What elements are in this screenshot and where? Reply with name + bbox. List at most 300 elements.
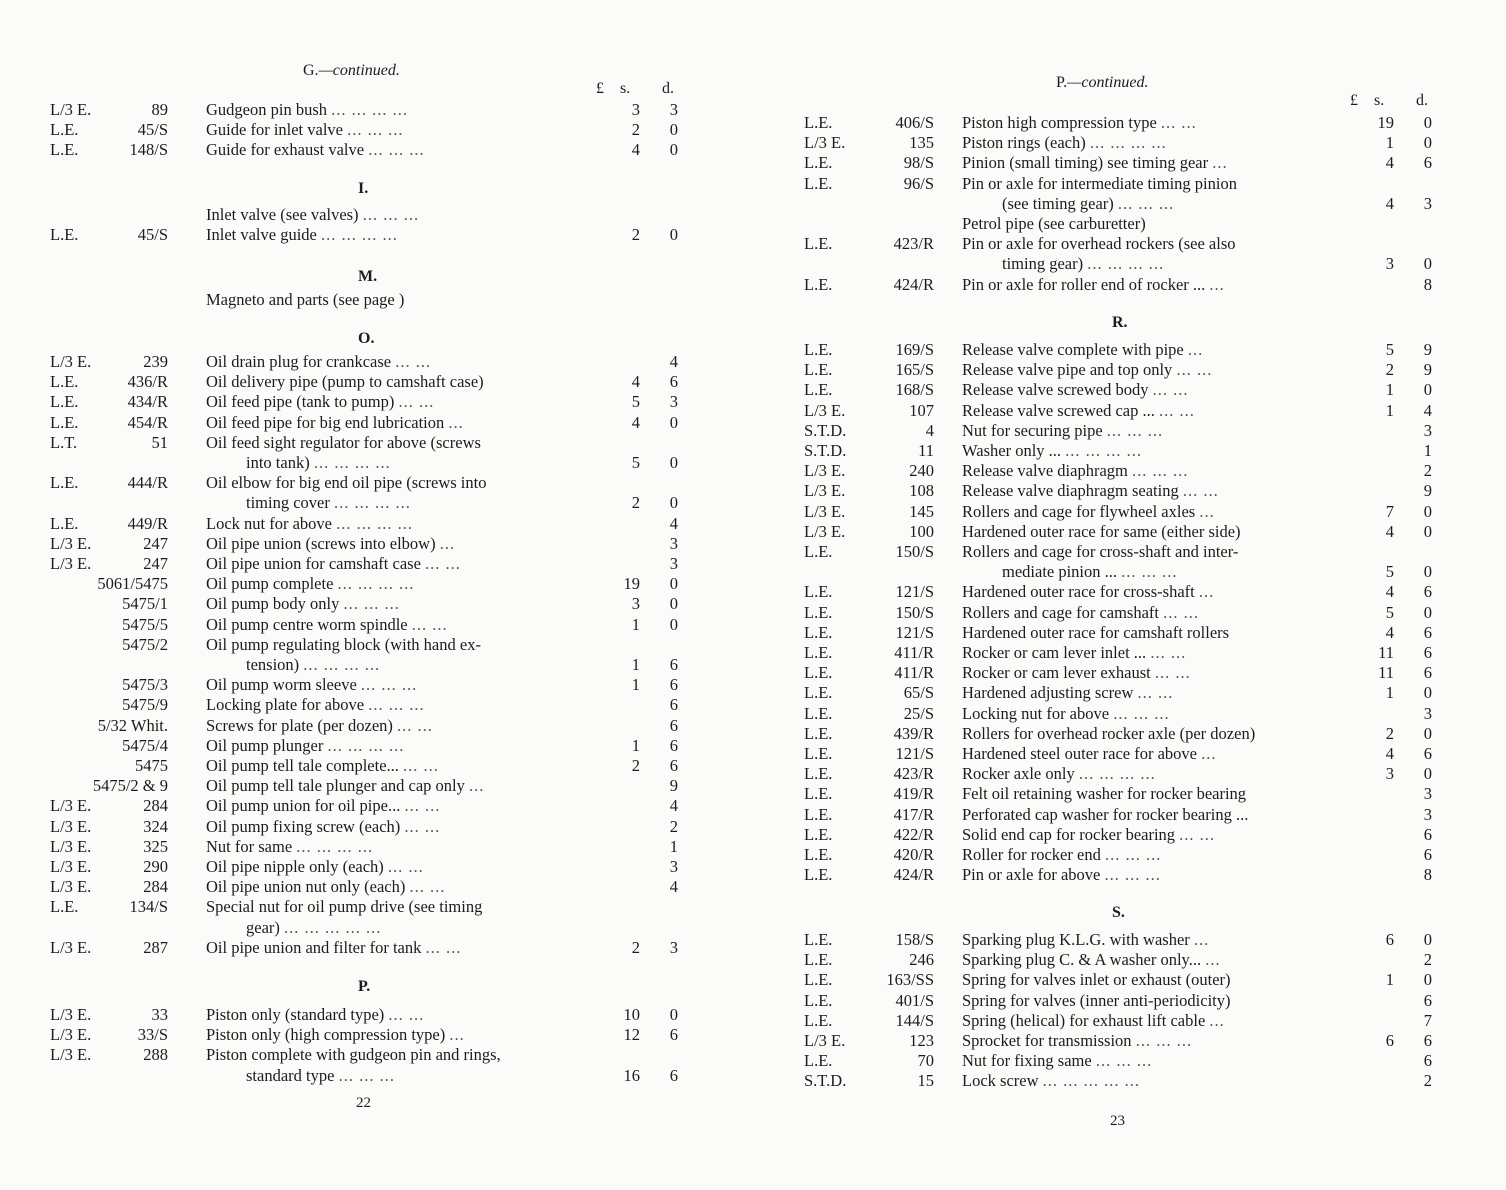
leader-dots: ... ... ...: [1131, 461, 1189, 480]
price-shillings: 5: [631, 453, 640, 472]
part-description: [246, 918, 586, 938]
price-pence: 6: [669, 675, 678, 694]
source-code: L/3 E.: [804, 401, 846, 420]
description-text: timing gear): [1002, 254, 1084, 273]
parts-list-row: [802, 930, 1442, 950]
part-description: [962, 704, 1342, 724]
parts-list-row: [802, 461, 1442, 481]
parts-list-row: [802, 113, 1442, 133]
parts-list-row: [802, 970, 1442, 990]
price-pence: 4: [669, 352, 678, 371]
part-description: [206, 514, 586, 534]
price-pence: 3: [669, 392, 678, 411]
price-shillings: 1: [1385, 380, 1394, 399]
description-text: into tank): [246, 453, 310, 472]
part-description: [206, 574, 586, 594]
price-shillings: 1: [1385, 970, 1394, 989]
part-description: [962, 1011, 1342, 1031]
leader-dots: ... ... ...: [1104, 845, 1162, 864]
price-pence: 3: [1423, 784, 1432, 803]
price-pence: 2: [669, 817, 678, 836]
leader-dots: ... ... ...: [1117, 194, 1175, 213]
part-number: 4: [925, 421, 934, 440]
price-shillings: 16: [623, 1066, 640, 1085]
parts-list-row: [48, 372, 688, 392]
price-pence: 3: [1423, 421, 1432, 440]
price-pence: 4: [669, 877, 678, 896]
price-pence: 0: [669, 594, 678, 613]
part-number: 135: [909, 133, 934, 152]
part-description: [962, 805, 1342, 825]
source-code: L/3 E.: [50, 1045, 92, 1064]
part-description: [206, 877, 586, 897]
part-number: 424/R: [893, 275, 934, 294]
source-code: L/3 E.: [50, 100, 92, 119]
source-code: L/3 E.: [50, 796, 92, 815]
part-number: 150/S: [895, 603, 934, 622]
source-code: L.E.: [804, 744, 833, 763]
part-number: 444/R: [127, 473, 168, 492]
parts-list-row: [48, 433, 688, 453]
description-text: Sparking plug C. & A washer only...: [962, 950, 1202, 969]
price-pence: 3: [669, 938, 678, 957]
part-number: 150/S: [895, 542, 934, 561]
part-number: 419/R: [893, 784, 934, 803]
part-number: 15: [917, 1071, 934, 1090]
source-code: S.T.D.: [804, 421, 847, 440]
part-number: 148/S: [129, 140, 168, 159]
part-description: [206, 837, 586, 857]
price-pence: 0: [669, 413, 678, 432]
description-text: gear): [246, 918, 280, 937]
part-description: [246, 655, 586, 675]
parts-list-row: [48, 225, 688, 245]
description-text: Roller for rocker end: [962, 845, 1101, 864]
description-text: Release valve diaphragm: [962, 461, 1128, 480]
description-text: Rollers and cage for camshaft: [962, 603, 1160, 622]
part-number: 121/S: [895, 623, 934, 642]
price-pence: 4: [1423, 401, 1432, 420]
price-shillings: 12: [623, 1025, 640, 1044]
source-code: L.E.: [50, 392, 79, 411]
part-number: 5475/5: [122, 615, 168, 634]
leader-dots: ... ... ...: [368, 140, 425, 159]
part-description: [962, 663, 1342, 683]
parts-list-row: [802, 441, 1442, 461]
parts-list-row: [802, 663, 1442, 683]
parts-list-row: [48, 290, 688, 310]
leader-dots: ... ... ... ...: [321, 225, 398, 244]
leader-dots: ... ... ...: [362, 205, 420, 224]
source-code: L.E.: [804, 1011, 833, 1030]
part-number: 108: [909, 481, 934, 500]
part-description: [962, 153, 1342, 173]
parts-list-row: [802, 1051, 1442, 1071]
source-code: L/3 E.: [804, 522, 846, 541]
leader-dots: ... ...: [404, 817, 441, 836]
part-description: [206, 716, 586, 736]
part-number: 417/R: [893, 805, 934, 824]
part-number: 287: [143, 938, 168, 957]
source-code: S.T.D.: [804, 441, 847, 460]
price-pence: 3: [669, 857, 678, 876]
parts-list-row: [48, 1025, 688, 1045]
part-number: 439/R: [893, 724, 934, 743]
price-pence: 0: [1423, 133, 1432, 152]
parts-list-row: [802, 562, 1442, 582]
part-description: [206, 120, 586, 140]
leader-dots: ...: [1199, 502, 1215, 521]
description-text: Magneto and parts (see page ): [206, 290, 405, 309]
parts-list-row: [48, 675, 688, 695]
description-text: Release valve screwed cap ...: [962, 401, 1155, 420]
part-number: 25/S: [903, 704, 934, 723]
description-text: Pin or axle for intermediate timing pinion: [962, 174, 1237, 193]
part-number: 51: [151, 433, 168, 452]
description-text: Nut for securing pipe: [962, 421, 1103, 440]
part-description: [246, 493, 586, 513]
parts-list-row: [802, 1071, 1442, 1091]
shillings-column-heading: s.: [1374, 92, 1385, 109]
parts-list-row: [802, 643, 1442, 663]
part-description: [246, 453, 586, 473]
pence-column-heading: d.: [1416, 92, 1428, 109]
price-shillings: 4: [1385, 744, 1394, 763]
source-code: L/3 E.: [50, 837, 92, 856]
price-shillings: 3: [1385, 764, 1394, 783]
section-heading: M.: [358, 268, 378, 285]
part-description: [962, 380, 1342, 400]
price-pence: 0: [669, 225, 678, 244]
description-text: Spring for valves (inner anti-periodicity): [962, 991, 1231, 1010]
price-pence: 6: [1423, 991, 1432, 1010]
parts-list-row: [48, 534, 688, 554]
description-text: Oil feed pipe (tank to pump): [206, 392, 395, 411]
part-description: [206, 205, 586, 225]
price-pence: 8: [1423, 865, 1432, 884]
part-number: 33: [151, 1005, 168, 1024]
price-shillings: 4: [631, 140, 640, 159]
parts-list-row: [802, 194, 1442, 214]
part-number: 96/S: [903, 174, 934, 193]
source-code: L/3 E.: [50, 857, 92, 876]
part-number: 33/S: [137, 1025, 168, 1044]
description-text: Piston complete with gudgeon pin and rings,: [206, 1045, 501, 1064]
section-heading: S.: [1112, 904, 1125, 921]
leader-dots: ... ... ... ...: [1089, 133, 1167, 152]
part-description: [206, 594, 586, 614]
parts-list-row: [48, 897, 688, 917]
parts-list-row: [802, 1031, 1442, 1051]
part-description: [206, 615, 586, 635]
part-number: 240: [909, 461, 934, 480]
description-text: Sprocket for transmission: [962, 1031, 1132, 1050]
parts-list-row: [48, 857, 688, 877]
part-description: [962, 401, 1342, 421]
description-text: Oil feed sight regulator for above (screws: [206, 433, 481, 452]
parts-list-row: [802, 522, 1442, 542]
description-text: Screws for plate (per dozen): [206, 716, 393, 735]
part-description: [962, 970, 1342, 990]
description-text: Guide for exhaust valve: [206, 140, 365, 159]
part-description: [962, 275, 1342, 295]
source-code: L/3 E.: [50, 352, 92, 371]
price-shillings: 2: [631, 120, 640, 139]
leader-dots: ... ...: [1179, 825, 1216, 844]
source-code: L.E.: [804, 663, 833, 682]
description-text: Special nut for oil pump drive (see timing: [206, 897, 483, 916]
price-pence: 0: [1423, 970, 1432, 989]
description-text: Oil pipe union (screws into elbow): [206, 534, 436, 553]
leader-dots: ... ...: [398, 392, 435, 411]
description-text: Inlet valve guide: [206, 225, 317, 244]
parts-list-row: [802, 603, 1442, 623]
source-code: L.E.: [50, 413, 79, 432]
parts-list-row: [802, 481, 1442, 501]
part-description: [206, 675, 586, 695]
description-text: Perforated cap washer for rocker bearing ...: [962, 805, 1249, 824]
part-number: 121/S: [895, 582, 934, 601]
part-description: [206, 1005, 586, 1025]
part-number: 89: [151, 100, 168, 119]
source-code: L.E.: [804, 950, 833, 969]
source-code: L.E.: [804, 340, 833, 359]
price-pence: 6: [1423, 1031, 1432, 1050]
parts-list-row: [802, 805, 1442, 825]
price-pence: 2: [1423, 950, 1432, 969]
parts-list-row: [802, 683, 1442, 703]
description-text: Solid end cap for rocker bearing: [962, 825, 1176, 844]
part-number: 65/S: [903, 683, 934, 702]
part-number: 424/R: [893, 865, 934, 884]
part-number: 5/32 Whit.: [97, 716, 168, 735]
source-code: L.E.: [50, 473, 79, 492]
part-description: [962, 1071, 1342, 1091]
parts-list-row: [48, 695, 688, 715]
price-shillings: 4: [1385, 623, 1394, 642]
description-text: Hardened outer race for same (either side): [962, 522, 1241, 541]
leader-dots: ... ...: [1154, 663, 1191, 682]
leader-dots: ... ... ... ...: [1087, 254, 1165, 273]
price-pence: 0: [669, 120, 678, 139]
price-pence: 6: [1423, 153, 1432, 172]
parts-list-row: [802, 991, 1442, 1011]
part-description: [962, 603, 1342, 623]
part-description: [206, 635, 586, 655]
price-pence: 0: [1423, 930, 1432, 949]
part-number: 70: [917, 1051, 934, 1070]
pounds-column-heading: £: [596, 80, 604, 97]
parts-list-row: [802, 153, 1442, 173]
part-description: [206, 290, 586, 310]
part-number: 239: [143, 352, 168, 371]
part-number: 5061/5475: [97, 574, 168, 593]
price-pence: 2: [1423, 461, 1432, 480]
part-description: [962, 340, 1342, 360]
price-pence: 6: [1423, 623, 1432, 642]
leader-dots: ... ... ...: [347, 120, 404, 139]
leader-dots: ... ... ...: [1106, 421, 1164, 440]
price-pence: 6: [1423, 643, 1432, 662]
price-pence: 3: [1423, 805, 1432, 824]
description-text: Release valve screwed body: [962, 380, 1149, 399]
part-number: 5475/2: [122, 635, 168, 654]
source-code: L.E.: [804, 174, 833, 193]
part-number: 434/R: [127, 392, 168, 411]
part-number: 168/S: [895, 380, 934, 399]
part-description: [206, 938, 586, 958]
pounds-column-heading: £: [1350, 92, 1358, 109]
description-text: Oil pump union for oil pipe...: [206, 796, 401, 815]
description-text: timing cover: [246, 493, 330, 512]
source-code: L/3 E.: [50, 877, 92, 896]
parts-list-row: [802, 724, 1442, 744]
part-description: [246, 1066, 586, 1086]
part-description: [962, 991, 1342, 1011]
source-code: L.E.: [804, 764, 833, 783]
price-shillings: 4: [1385, 153, 1394, 172]
price-pence: 6: [669, 655, 678, 674]
leader-dots: ...: [1205, 950, 1221, 969]
header-letter: G.: [303, 62, 319, 79]
part-number: 5475/4: [122, 736, 168, 755]
part-number: 284: [143, 796, 168, 815]
part-description: [962, 502, 1342, 522]
source-code: L.E.: [804, 825, 833, 844]
part-number: 325: [143, 837, 168, 856]
parts-list-row: [802, 542, 1442, 562]
part-description: [962, 825, 1342, 845]
leader-dots: ...: [1193, 930, 1210, 949]
description-text: Hardened outer race for camshaft rollers: [962, 623, 1230, 642]
parts-list-row: [802, 275, 1442, 295]
parts-list-row: [802, 950, 1442, 970]
part-number: 165/S: [895, 360, 934, 379]
price-pence: 0: [1423, 683, 1432, 702]
leader-dots: ... ... ...: [1121, 562, 1178, 581]
price-shillings: 2: [1385, 724, 1394, 743]
part-description: [206, 433, 586, 453]
part-number: 45/S: [137, 225, 168, 244]
part-number: 98/S: [903, 153, 934, 172]
leader-dots: ... ...: [397, 716, 433, 735]
source-code: L/3 E.: [50, 1005, 92, 1024]
parts-list-row: [48, 413, 688, 433]
part-description: [206, 897, 586, 917]
parts-list-row: [802, 865, 1442, 885]
description-text: Spring for valves inlet or exhaust (outer): [962, 970, 1231, 989]
price-pence: 6: [1423, 582, 1432, 601]
source-code: L.E.: [50, 372, 79, 391]
description-text: Locking nut for above: [962, 704, 1110, 723]
leader-dots: ... ...: [387, 857, 424, 876]
section-heading: O.: [358, 330, 375, 347]
leader-dots: ... ... ...: [368, 695, 425, 714]
price-pence: 0: [669, 615, 678, 634]
price-pence: 0: [1423, 380, 1432, 399]
parts-list-row: [802, 421, 1442, 441]
description-text: Rollers and cage for cross-shaft and inter-: [962, 542, 1239, 561]
description-text: Lock nut for above: [206, 514, 332, 533]
part-description: [962, 360, 1342, 380]
price-pence: 1: [1423, 441, 1432, 460]
price-pence: 6: [669, 372, 678, 391]
description-text: Piston only (standard type): [206, 1005, 385, 1024]
description-text: standard type: [246, 1066, 335, 1085]
parts-list-row: [802, 845, 1442, 865]
source-code: L/3 E.: [804, 481, 846, 500]
source-code: L.E.: [50, 225, 79, 244]
price-shillings: 11: [1378, 643, 1394, 662]
description-text: Oil pump plunger: [206, 736, 324, 755]
leader-dots: ...: [1209, 1011, 1225, 1030]
part-number: 100: [909, 522, 934, 541]
part-number: 163/SS: [886, 970, 934, 989]
parts-list-row: [48, 493, 688, 513]
price-shillings: 4: [1385, 194, 1394, 213]
parts-list-row: [48, 776, 688, 796]
part-description: [206, 1025, 586, 1045]
price-pence: 6: [669, 1025, 678, 1044]
source-code: L/3 E.: [50, 534, 92, 553]
part-description: [962, 522, 1342, 542]
price-pence: 0: [669, 574, 678, 593]
parts-list-row: [48, 756, 688, 776]
price-pence: 6: [669, 756, 678, 775]
source-code: L.E.: [804, 865, 833, 884]
price-pence: 0: [1423, 724, 1432, 743]
section-heading: R.: [1112, 314, 1128, 331]
price-shillings: 4: [631, 372, 640, 391]
description-text: Rollers and cage for flywheel axles: [962, 502, 1196, 521]
part-number: 121/S: [895, 744, 934, 763]
leader-dots: ...: [1212, 153, 1228, 172]
price-pence: 9: [1423, 340, 1432, 359]
parts-list-row: [802, 174, 1442, 194]
leader-dots: ...: [469, 776, 485, 795]
part-description: [206, 372, 586, 392]
part-description: [206, 695, 586, 715]
description-text: Oil pipe union nut only (each): [206, 877, 406, 896]
parts-list-row: [802, 704, 1442, 724]
price-pence: 0: [669, 493, 678, 512]
description-text: Pinion (small timing) see timing gear: [962, 153, 1209, 172]
source-code: L.E.: [804, 991, 833, 1010]
source-code: L.E.: [804, 623, 833, 642]
leader-dots: ... ... ...: [360, 675, 418, 694]
part-number: 145: [909, 502, 934, 521]
part-number: 45/S: [137, 120, 168, 139]
description-text: (see timing gear): [1002, 194, 1114, 213]
leader-dots: ... ... ...: [1135, 1031, 1193, 1050]
parts-list-row: [48, 352, 688, 372]
part-number: 423/R: [893, 234, 934, 253]
source-code: L.E.: [50, 514, 79, 533]
price-shillings: 3: [1385, 254, 1394, 273]
parts-list-row: [802, 340, 1442, 360]
description-text: Guide for inlet valve: [206, 120, 343, 139]
page-number: 22: [356, 1095, 371, 1111]
parts-list-row: [802, 133, 1442, 153]
source-code: L.E.: [804, 643, 833, 662]
source-code: L/3 E.: [50, 554, 92, 573]
leader-dots: ... ...: [1182, 481, 1219, 500]
part-number: 288: [143, 1045, 168, 1064]
description-text: Oil delivery pipe (pump to camshaft case): [206, 372, 484, 391]
parts-list-row: [48, 140, 688, 160]
parts-list-row: [802, 623, 1442, 643]
price-shillings: 1: [631, 736, 640, 755]
